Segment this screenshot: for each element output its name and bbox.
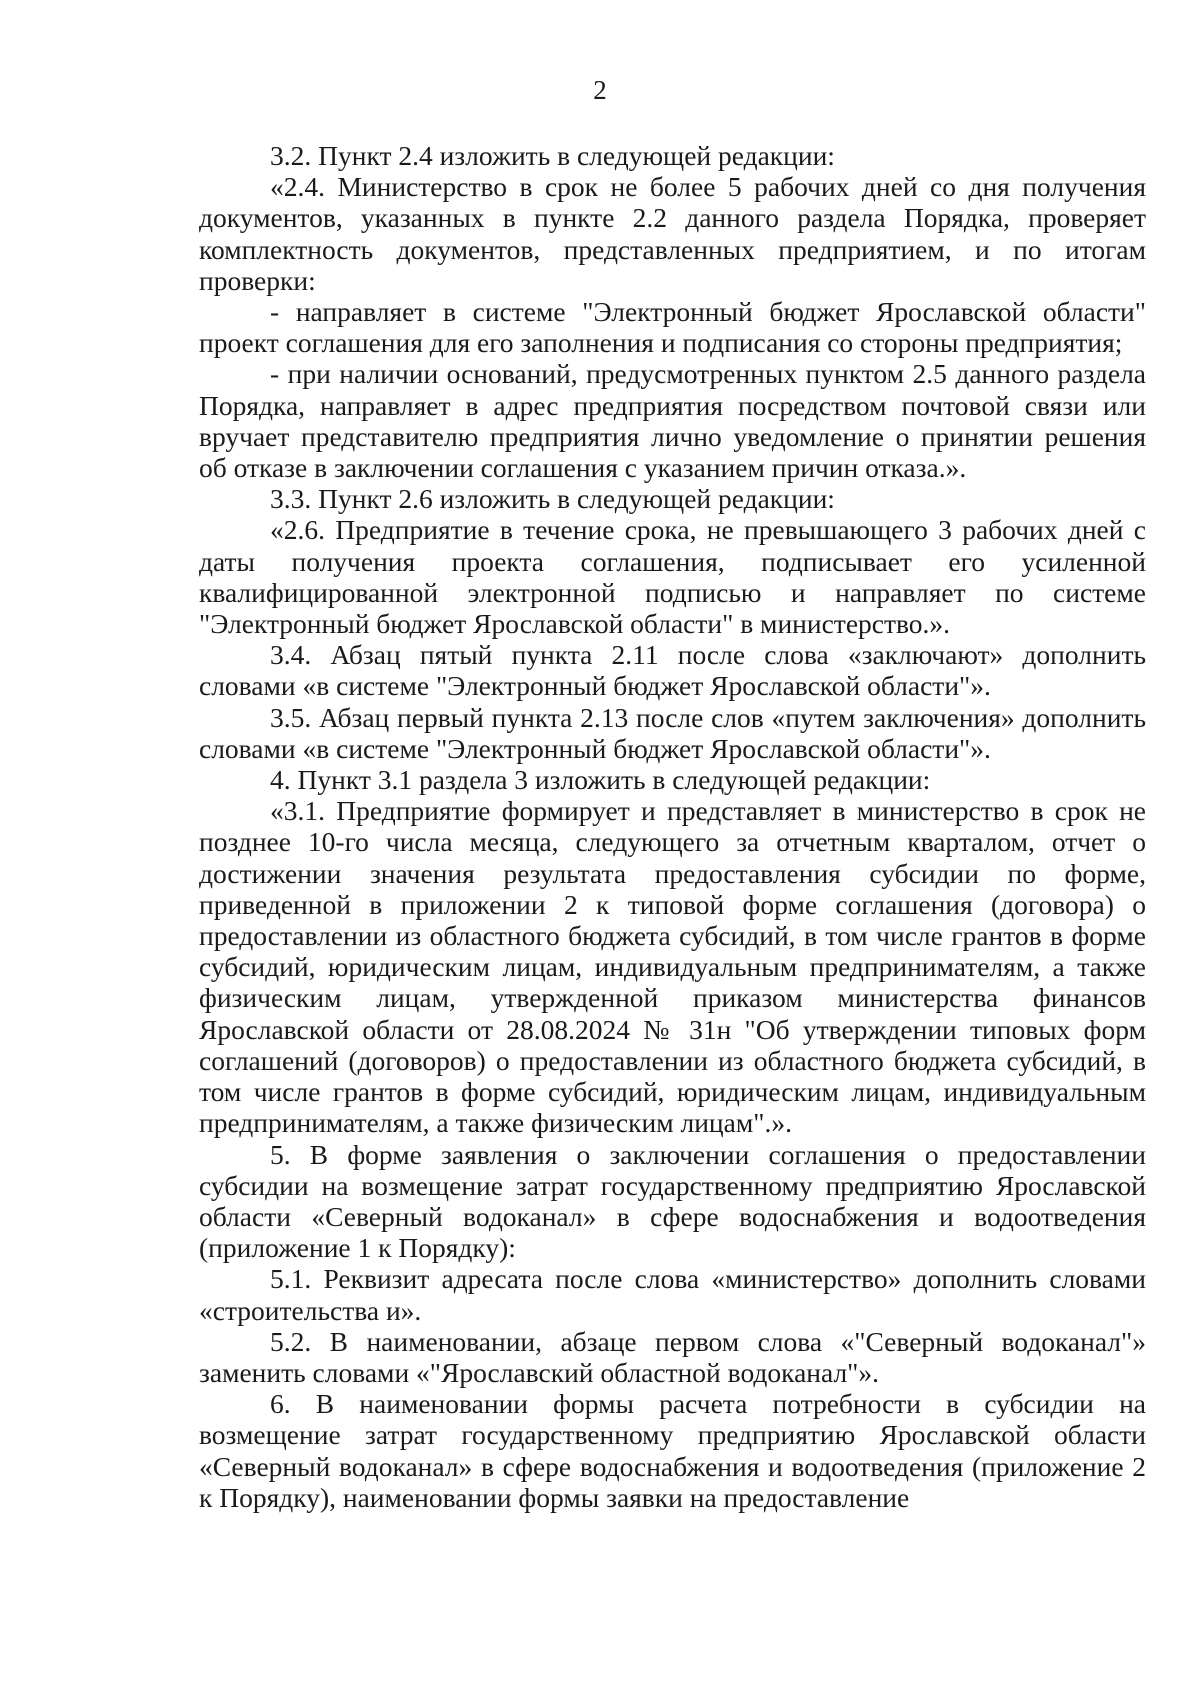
paragraph-5-2: 5.2. В наименовании, абзаце первом слова «"Северный водоканал"» заменить словами «"Ярославский областной водоканал"». (199, 1325, 1146, 1388)
paragraph-5-1: 5.1. Реквизит адресата после слова «министерство» дополнить словами «строительства и». (199, 1263, 1146, 1326)
paragraph-list-item-send: - направляет в системе "Электронный бюджет Ярославской области" проект соглашения для его заполнения и подписания со стороны предприятия; (199, 296, 1146, 359)
paragraph-3-1-quote: «3.1. Предприятие формирует и представляет в министерство в срок не позднее 10-го числа месяца, следующего за отчетным кварталом, отчет о достижении значения результата предоставления субсидии по форме, приведенной в приложении 2 к типовой форме соглашения (договора) о предоставлении из областного бюджета субсидий, в том числе грантов в форме субсидий, юридическим лицам, индивидуальным предпринимателям, а также физическим лицам, утвержденной приказом министерства финансов Ярославской области от 28.08.2024 № 31н "Об утверждении типовых форм соглашений (договоров) о предоставлении из областного бюджета субсидий, в том числе грантов в форме субсидий, юридическим лицам, индивидуальным предпринимателям, а также физическим лицам".». (199, 795, 1146, 1139)
paragraph-3-3: 3.3. Пункт 2.6 изложить в следующей редакции: (270, 483, 835, 515)
document-body (199, 140, 1146, 1513)
paragraph-list-item-refusal: - при наличии оснований, предусмотренных пунктом 2.5 данного раздела Порядка, направляет в адрес предприятия посредством почтовой связи или вручает представителю предприятия лично уведомление о принятии решения об отказе в заключении соглашения с указанием причин отказа.». (199, 358, 1146, 484)
paragraph-3-4: 3.4. Абзац пятый пункта 2.11 после слова «заключают» дополнить словами «в системе "Электронный бюджет Ярославской области"». (199, 639, 1146, 702)
paragraph-2-4-quote: «2.4. Министерство в срок не более 5 рабочих дней со дня получения документов, указанных в пункте 2.2 данного раздела Порядка, проверяет комплектность документов, представленных предприятием, и по итогам проверки: (199, 171, 1146, 296)
paragraph-3-5: 3.5. Абзац первый пункта 2.13 после слов «путем заключения» дополнить словами «в системе "Электронный бюджет Ярославской области"». (199, 701, 1146, 764)
page-number: 2 (593, 75, 607, 105)
paragraph-4: 4. Пункт 3.1 раздела 3 изложить в следующей редакции: (270, 764, 931, 796)
paragraph-3-2: 3.2. Пункт 2.4 изложить в следующей редакции: (270, 140, 835, 171)
paragraph-6: 6. В наименовании формы расчета потребности в субсидии на возмещение затрат государственному предприятию Ярославской области «Северный водоканал» в сфере водоснабжения и водоотведения (приложение 2 к Порядку), наименовании формы заявки на предоставление (199, 1388, 1146, 1513)
paragraph-5: 5. В форме заявления о заключении соглашения о предоставлении субсидии на возмещение затрат государственному предприятию Ярославской области «Северный водоканал» в сфере водоснабжения и водоотведения (приложение 1 к Порядку): (199, 1138, 1146, 1264)
paragraph-2-6-quote: «2.6. Предприятие в течение срока, не превышающего 3 рабочих дней с даты получения проекта соглашения, подписывает его усиленной квалифицированной электронной подписью и направляет по системе "Электронный бюджет Ярославской области" в министерство.». (199, 514, 1146, 640)
